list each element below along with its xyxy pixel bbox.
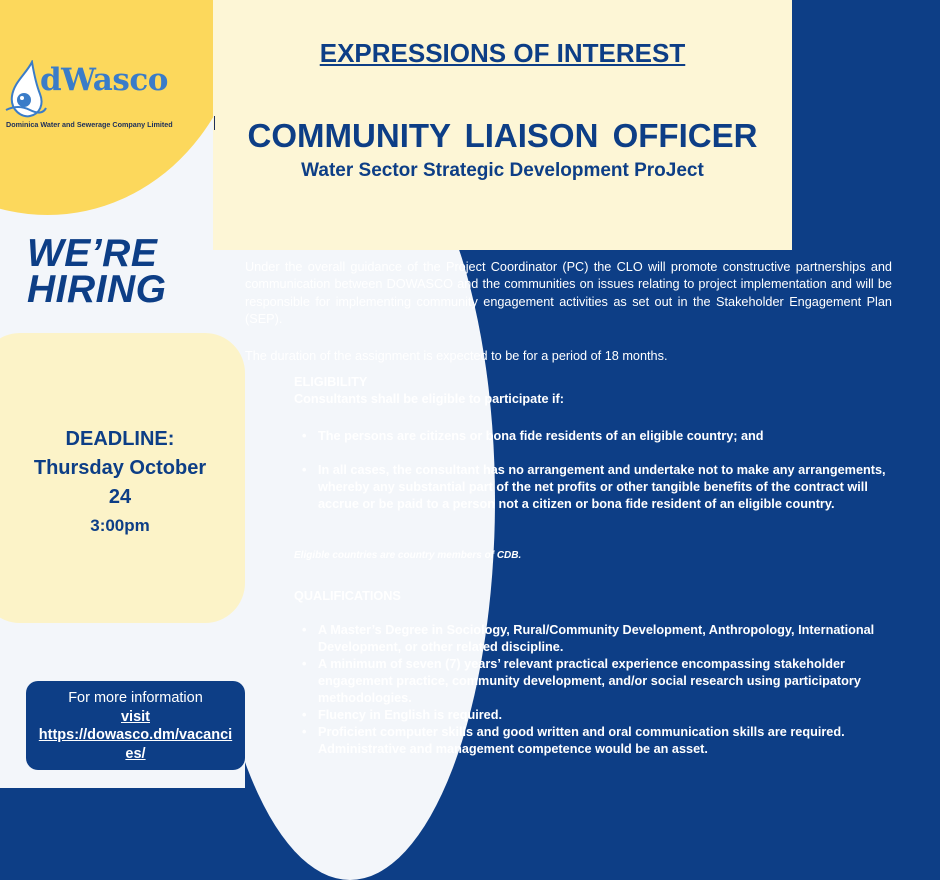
qualifications-list [296,622,886,758]
deadline-label: DEADLINE: [65,428,175,450]
eligibility-heading: ELIGIBILITY [294,375,368,389]
list-item [296,428,896,445]
list-item [296,622,886,656]
project-subtitle: Water Sector Strategic Development ProJect [301,160,704,181]
bullet-icon: • [302,708,307,722]
list-item [296,656,886,707]
deadline-date: 24 [108,486,132,508]
bullet-icon: • [302,725,307,739]
list-item [296,462,896,513]
hiring-line-1: WE’RE [27,232,158,275]
qualifications-heading: QUALIFICATIONS [294,589,401,603]
info-text: For more information [68,690,203,706]
hiring-heading [27,232,167,311]
page-title: COMMUNITY LIAISON OFFICER [247,117,758,154]
qualification-item-5: Administrative and management competence would be an asset. [318,742,708,756]
eligibility-list [296,428,896,445]
list-item [296,707,886,724]
more-info-box [26,681,245,770]
eligibility-item-1: The persons are citizens or bona fide residents of an eligible country; and [318,429,764,443]
bullet-icon: • [302,463,307,477]
hiring-line-2: HIRING [27,268,167,311]
bullet-icon: • [302,429,307,443]
deadline-block [10,425,230,541]
eligibility-lead: Consultants shall be eligible to participate if: [294,392,564,406]
list-item [296,724,886,741]
eoi-heading: EXPRESSIONS OF INTEREST [319,38,686,68]
qualification-item-3: Fluency in English is required. [318,708,503,722]
list-item [296,741,886,758]
eligibility-item-2: In all cases, the consultant has no arrangement and undertake not to make any arrangements, whereby any substantial part of the net profits or other tangible benefits of the contract will accrue or be paid to a person not a citizen or bona fide resident of an eligible country. [318,463,886,511]
qualification-item-2: A minimum of seven (7) years’ relevant practical experience encompassing stakeholder engagement practice, community development, and/or social research using participatory methodologies. [318,657,861,705]
duration-text: The duration of the assignment is expected to be for a period of 18 months. [245,349,668,363]
deadline-day: Thursday October [33,457,207,479]
qualification-item-4: Proficient computer skills and good written and oral communication skills are required. [318,725,845,739]
bullet-icon: • [302,623,307,637]
logo-wordmark: dWasco [40,62,168,98]
qualification-item-1: A Master’s Degree in Sociology, Rural/Community Development, Anthropology, International Development, or other related discipline. [318,623,875,654]
deadline-time: 3:00pm [90,516,150,535]
intro-paragraph: Under the overall guidance of the Project Coordinator (PC) the CLO will promote constructive partnerships and communication between DOWASCO and the communities on issues relating to project implementation and will be responsible for implementing community engagement activities as set out in the Stakeholder Engagement Plan (SEP). [245,260,892,326]
visit-link[interactable]: visit [120,708,150,725]
eligibility-note: Eligible countries are country members of CDB. [294,550,522,561]
dowasco-logo [4,60,214,130]
eligibility-list-2 [296,462,896,513]
vacancies-link[interactable]: https://dowasco.dm/vacancies/ [38,727,233,762]
bullet-icon: • [302,657,307,671]
company-name: Dominica Water and Sewerage Company Limited [6,120,173,129]
